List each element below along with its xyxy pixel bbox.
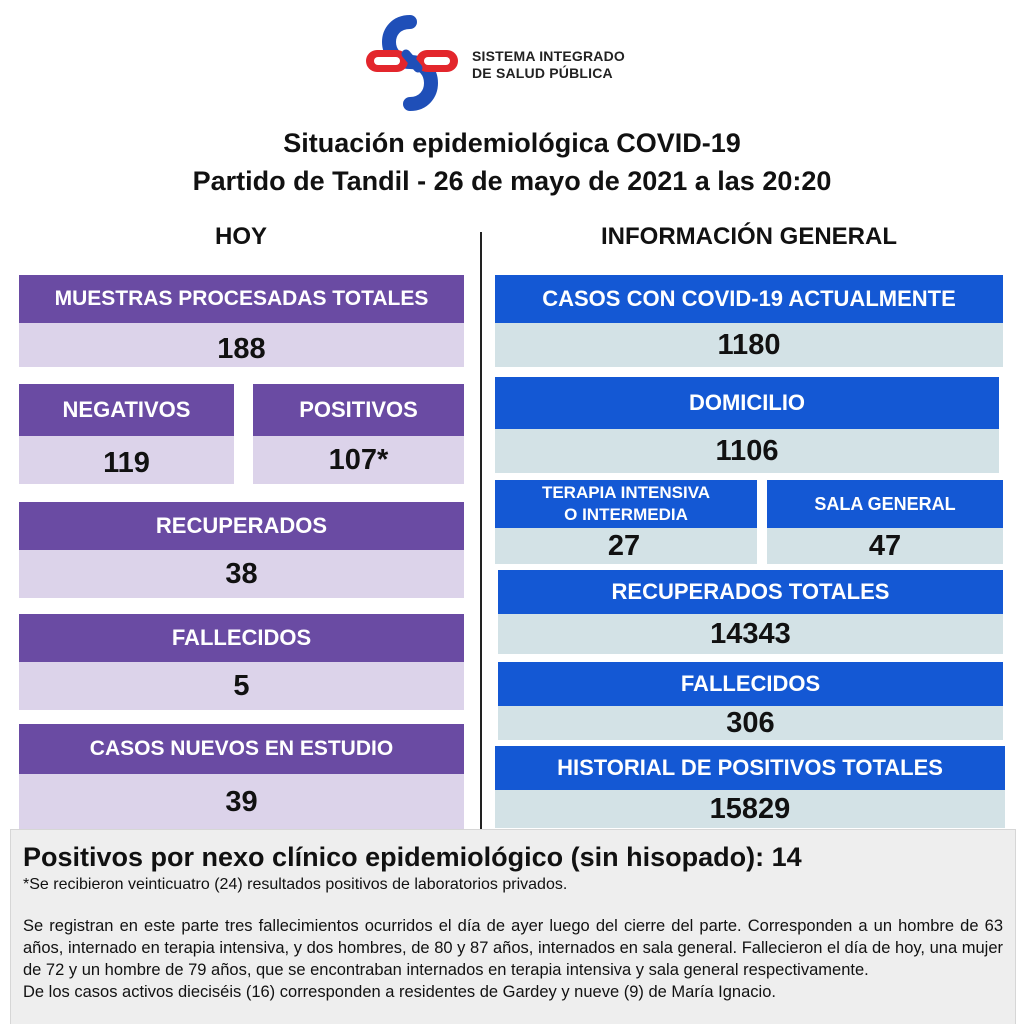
domicilio-value: 1106 bbox=[495, 429, 999, 473]
org-name bbox=[472, 48, 625, 82]
fallecidos-hoy-value: 5 bbox=[19, 662, 464, 710]
fallecidos-general-header: FALLECIDOS bbox=[498, 662, 1003, 706]
fallecidos-hoy-header: FALLECIDOS bbox=[19, 614, 464, 662]
negativos-header: NEGATIVOS bbox=[19, 384, 234, 436]
casos-actuales-header: CASOS CON COVID-19 ACTUALMENTE bbox=[495, 275, 1003, 323]
sala-general-header: SALA GENERAL bbox=[767, 480, 1003, 528]
casos-actuales-value: 1180 bbox=[495, 323, 1003, 367]
org-name-line1: SISTEMA INTEGRADO bbox=[472, 48, 625, 64]
casos-nuevos-value: 39 bbox=[19, 774, 464, 830]
historial-header: HISTORIAL DE POSITIVOS TOTALES bbox=[495, 746, 1005, 790]
terapia-label-line1: TERAPIA INTENSIVA bbox=[541, 483, 711, 502]
recuperados-header: RECUPERADOS bbox=[19, 502, 464, 550]
positivos-value: 107* bbox=[253, 436, 464, 484]
muestras-value: 188 bbox=[19, 323, 464, 367]
terapia-value: 27 bbox=[495, 528, 757, 564]
sistema-integrado-logo bbox=[362, 14, 462, 114]
terapia-label-line2: O INTERMEDIA bbox=[564, 505, 688, 524]
muestras-header: MUESTRAS PROCESADAS TOTALES bbox=[19, 275, 464, 323]
org-name-line2: DE SALUD PÚBLICA bbox=[472, 65, 613, 81]
page-title: Situación epidemiológica COVID-19 bbox=[283, 128, 741, 158]
column-divider bbox=[480, 232, 482, 832]
fallecidos-general-value: 306 bbox=[498, 706, 1003, 740]
page-subtitle: Partido de Tandil - 26 de mayo de 2021 a las 20:20 bbox=[192, 166, 832, 196]
footer-panel bbox=[10, 829, 1016, 1024]
fallecimientos-paragraph: Se registran en este parte tres fallecimientos ocurridos el día de ayer luego del cierre del parte. Corresponden a un hombre de 63 años, internado en terapia intensiva, y dos hombres, de 80 y 87 años, internados en sala general. Fallecieron el día de hoy, una mujer de 72 y un hombre de 79 años, que se encontraban internados en terapia intensiva y sala general respectivamente. bbox=[23, 917, 1003, 979]
domicilio-header: DOMICILIO bbox=[495, 377, 999, 429]
informacion-general-heading: INFORMACIÓN GENERAL bbox=[601, 223, 897, 250]
laboratorios-note: *Se recibieron veinticuatro (24) resultados positivos de laboratorios privados. bbox=[23, 876, 568, 893]
negativos-value: 119 bbox=[19, 436, 234, 484]
nexo-clinico-title: Positivos por nexo clínico epidemiológico (sin hisopado): 14 bbox=[23, 842, 802, 872]
casos-activos-line: De los casos activos dieciséis (16) corresponden a residentes de Gardey y nueve (9) de María Ignacio. bbox=[23, 983, 776, 1001]
recuperados-totales-value: 14343 bbox=[498, 614, 1003, 654]
positivos-header: POSITIVOS bbox=[253, 384, 464, 436]
terapia-header bbox=[495, 480, 757, 528]
sala-general-value: 47 bbox=[767, 528, 1003, 564]
historial-value: 15829 bbox=[495, 790, 1005, 828]
recuperados-totales-header: RECUPERADOS TOTALES bbox=[498, 570, 1003, 614]
recuperados-value: 38 bbox=[19, 550, 464, 598]
casos-nuevos-header: CASOS NUEVOS EN ESTUDIO bbox=[19, 724, 464, 774]
hoy-heading: HOY bbox=[214, 223, 267, 250]
